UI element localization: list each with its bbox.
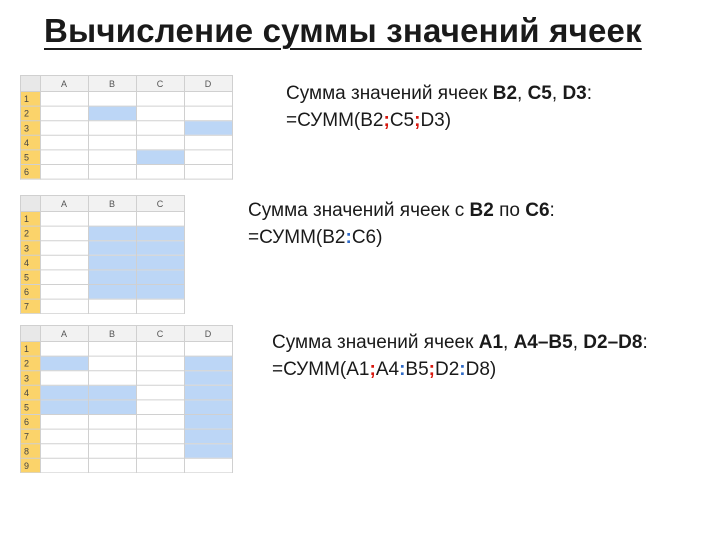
row-header-1: 1 xyxy=(24,94,30,105)
row-header-4: 4 xyxy=(24,387,30,398)
caption-text: : xyxy=(642,332,648,353)
spreadsheet-example-1 xyxy=(20,75,233,185)
formula-text: D2 xyxy=(434,359,460,380)
highlighted-cell-C4[interactable] xyxy=(137,256,184,270)
select-all-corner xyxy=(20,75,40,91)
highlighted-cell-C5[interactable] xyxy=(137,270,184,284)
row-header-7: 7 xyxy=(24,431,30,442)
row-header-1: 1 xyxy=(24,214,30,225)
sheet-grid xyxy=(20,195,185,314)
column-header-band xyxy=(20,325,233,341)
row-header-6: 6 xyxy=(24,287,30,298)
highlighted-cell-B5[interactable] xyxy=(89,270,136,284)
row-header-6: 6 xyxy=(24,417,30,428)
caption-line-1 xyxy=(286,80,592,107)
caption-prefix: Сумма значений ячеек с xyxy=(248,200,470,221)
select-all-corner xyxy=(20,195,40,211)
column-header-B: B xyxy=(108,79,116,89)
cell-reference: A4–B5 xyxy=(513,332,573,353)
select-all-corner xyxy=(20,325,40,341)
row-header-5: 5 xyxy=(24,272,30,283)
column-header-A: A xyxy=(60,199,68,209)
caption-text: , xyxy=(572,332,584,353)
cell-reference: C6 xyxy=(525,200,550,221)
highlighted-cell-B6[interactable] xyxy=(89,285,136,299)
cell-reference: A1 xyxy=(478,332,504,353)
row-header-2: 2 xyxy=(24,358,30,369)
semicolon-separator: ; xyxy=(414,110,421,131)
slide-title: Вычисление суммы значений ячеек xyxy=(44,12,642,49)
cell-reference: D3 xyxy=(562,83,587,104)
row-header-6: 6 xyxy=(24,167,30,178)
highlighted-cell-D6[interactable] xyxy=(185,415,232,429)
row-header-9: 9 xyxy=(24,460,30,471)
row-header-band xyxy=(20,341,40,472)
highlighted-cell-B2[interactable] xyxy=(89,107,136,121)
caption-text: по xyxy=(493,200,526,221)
sheet-grid xyxy=(20,325,233,473)
column-header-band xyxy=(20,75,233,91)
row-header-3: 3 xyxy=(24,243,30,254)
formula-text: A4 xyxy=(375,359,400,380)
caption-example-1 xyxy=(286,80,592,134)
colon-range-separator: : xyxy=(399,359,406,380)
row-header-2: 2 xyxy=(24,228,30,239)
highlighted-cell-D2[interactable] xyxy=(185,357,232,371)
caption-example-2 xyxy=(248,197,555,251)
formula-line xyxy=(286,107,592,134)
row-header-1: 1 xyxy=(24,344,30,355)
spreadsheet-example-2 xyxy=(20,195,185,319)
cell-reference: C5 xyxy=(527,83,552,104)
column-header-B: B xyxy=(108,329,116,339)
highlighted-cell-A5[interactable] xyxy=(41,400,88,414)
formula-line xyxy=(248,224,555,251)
caption-text: , xyxy=(503,332,514,353)
row-header-3: 3 xyxy=(24,123,30,134)
caption-line-1 xyxy=(248,197,555,224)
formula-text: =СУММ(B2 xyxy=(248,227,346,248)
highlighted-cell-B5[interactable] xyxy=(89,400,136,414)
cell-reference: B2 xyxy=(492,83,518,104)
colon-range-separator: : xyxy=(459,359,466,380)
caption-line-1 xyxy=(272,329,648,356)
highlighted-cell-D5[interactable] xyxy=(185,400,232,414)
spreadsheet-example-3 xyxy=(20,325,233,478)
colon-range-separator: : xyxy=(345,227,352,248)
formula-text: D8) xyxy=(465,359,497,380)
sheet-grid xyxy=(20,75,233,180)
cell-reference: B2 xyxy=(469,200,494,221)
row-header-3: 3 xyxy=(24,373,30,384)
caption-text: : xyxy=(586,83,593,104)
formula-text: C6) xyxy=(351,227,383,248)
formula-text: =СУММ(A1 xyxy=(272,359,370,380)
caption-prefix: Сумма значений ячеек xyxy=(286,83,493,104)
column-header-C: C xyxy=(156,199,164,209)
highlighted-cell-C5[interactable] xyxy=(137,150,184,164)
highlighted-cell-B4[interactable] xyxy=(89,256,136,270)
semicolon-separator: ; xyxy=(369,359,376,380)
row-header-4: 4 xyxy=(24,257,30,268)
caption-text: , xyxy=(551,83,563,104)
highlighted-cell-D4[interactable] xyxy=(185,386,232,400)
caption-example-3 xyxy=(272,329,648,383)
column-header-D: D xyxy=(204,79,212,89)
formula-text: C5 xyxy=(389,110,415,131)
cell-reference: D2–D8 xyxy=(583,332,643,353)
caption-text: : xyxy=(549,200,555,221)
caption-text: , xyxy=(517,83,528,104)
highlighted-cell-C3[interactable] xyxy=(137,241,184,255)
row-header-8: 8 xyxy=(24,446,30,457)
semicolon-separator: ; xyxy=(383,110,390,131)
formula-text: =СУММ(B2 xyxy=(286,110,384,131)
row-header-7: 7 xyxy=(24,301,30,312)
column-header-C: C xyxy=(156,329,164,339)
highlighted-cell-D8[interactable] xyxy=(185,444,232,458)
row-header-5: 5 xyxy=(24,402,30,413)
column-header-B: B xyxy=(108,199,116,209)
column-header-A: A xyxy=(60,79,68,89)
column-header-C: C xyxy=(156,79,164,89)
highlighted-cell-B2[interactable] xyxy=(89,227,136,241)
formula-line xyxy=(272,356,648,383)
column-header-A: A xyxy=(60,329,68,339)
formula-text: B5 xyxy=(405,359,429,380)
highlighted-cell-C2[interactable] xyxy=(137,227,184,241)
highlighted-cell-D3[interactable] xyxy=(185,371,232,385)
highlighted-cell-D3[interactable] xyxy=(185,121,232,135)
highlighted-cell-A4[interactable] xyxy=(41,386,88,400)
row-header-2: 2 xyxy=(24,108,30,119)
highlighted-cell-B4[interactable] xyxy=(89,386,136,400)
highlighted-cell-B3[interactable] xyxy=(89,241,136,255)
formula-text: D3) xyxy=(420,110,452,131)
semicolon-separator: ; xyxy=(428,359,435,380)
column-header-D: D xyxy=(204,329,212,339)
highlighted-cell-D7[interactable] xyxy=(185,430,232,444)
caption-prefix: Сумма значений ячеек xyxy=(272,332,479,353)
highlighted-cell-A2[interactable] xyxy=(41,357,88,371)
highlighted-cell-C6[interactable] xyxy=(137,285,184,299)
row-header-5: 5 xyxy=(24,152,30,163)
row-header-4: 4 xyxy=(24,137,30,148)
